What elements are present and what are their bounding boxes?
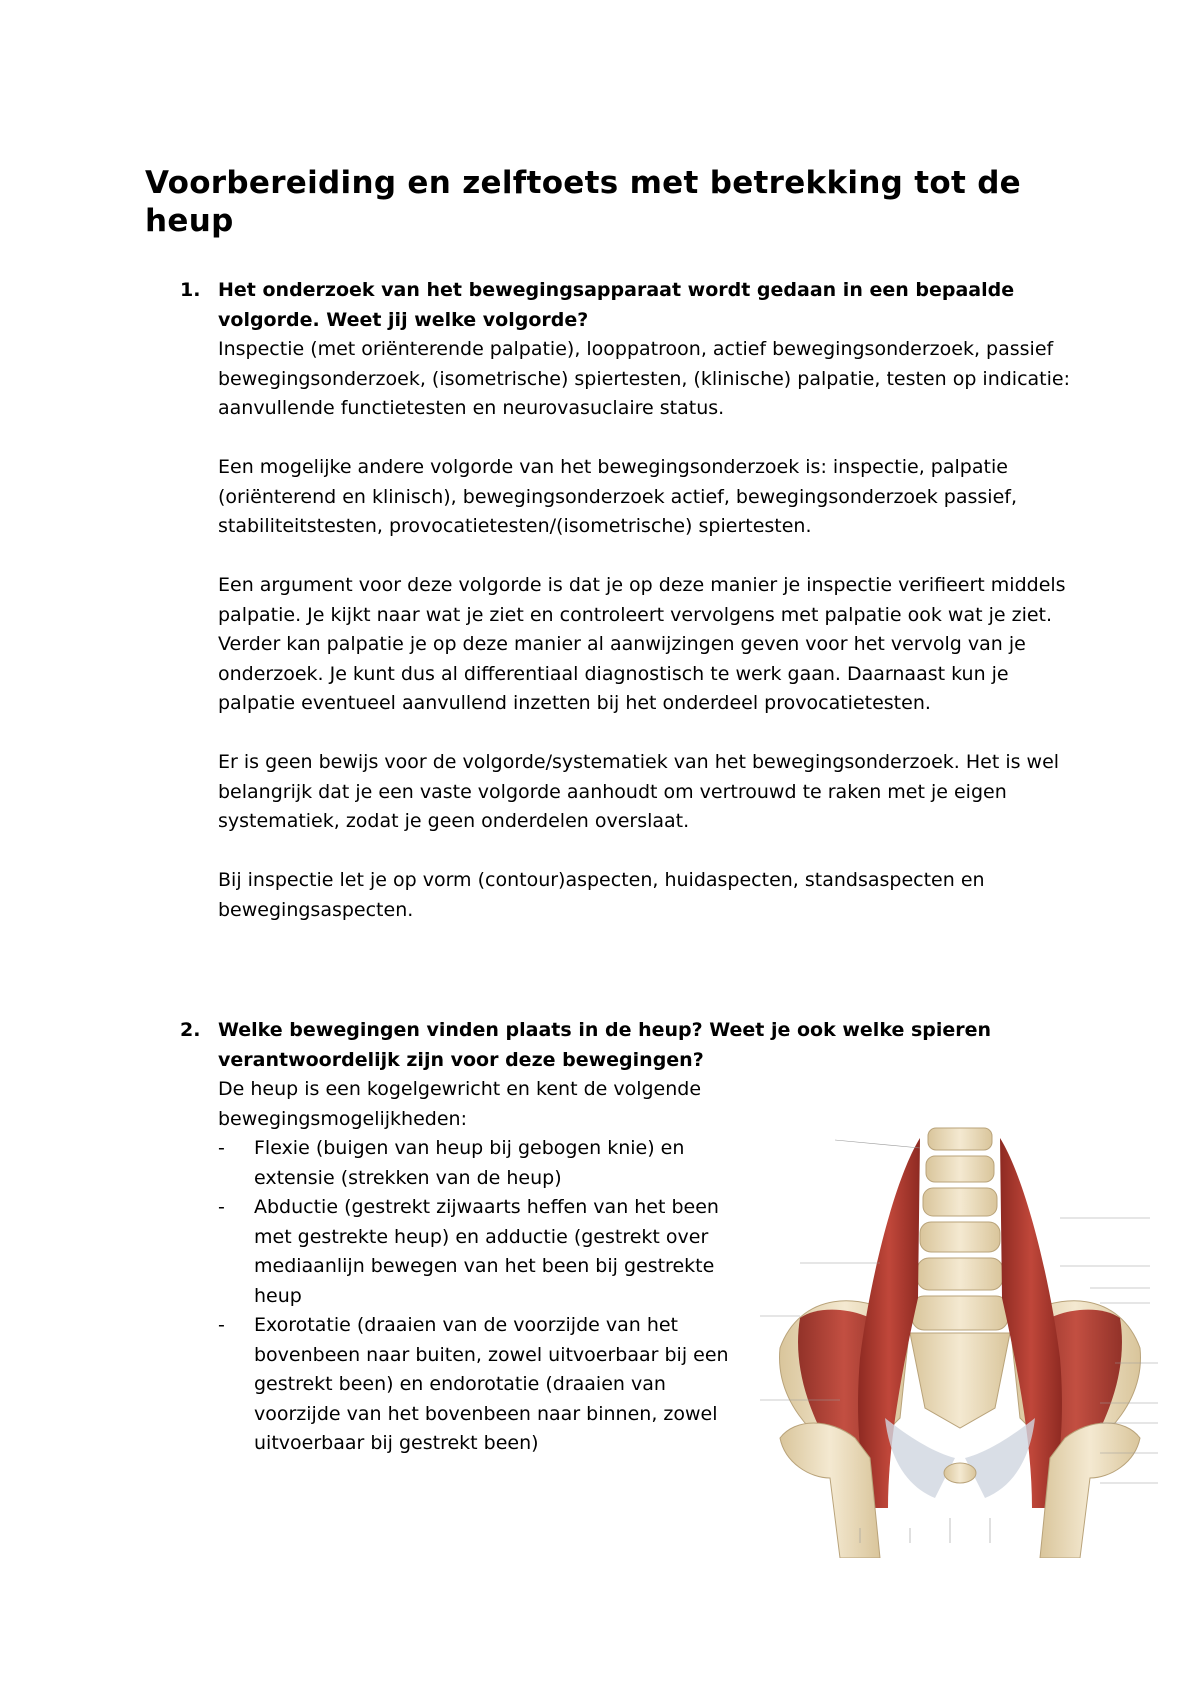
question-2-intro: De heup is een kogelgewricht en kent de volgende bewegingsmogelijkheden: bbox=[218, 1078, 702, 1130]
list-item bbox=[218, 1311, 738, 1459]
question-1 bbox=[180, 276, 1080, 925]
question-1-body bbox=[218, 276, 1080, 925]
list-item-text: Flexie (buigen van heup bij gebogen knie) en extensie (strekken van de heup) bbox=[254, 1137, 685, 1189]
femurs bbox=[780, 1423, 1140, 1558]
list-item-text: Exorotatie (draaien van de voorzijde van het bovenbeen naar buiten, zowel uitvoerbaar bij een gestrekt been) en endorotatie (draaien van voorzijde van het bovenbeen naar binnen, zowel uitvoerbaar bij gestrekt been) bbox=[254, 1314, 729, 1454]
list-item bbox=[218, 1193, 738, 1311]
question-1-paragraph-5: Bij inspectie let je op vorm (contour)aspecten, huidaspecten, standsaspecten en bewegingsaspecten. bbox=[218, 869, 985, 921]
ligaments bbox=[885, 1418, 1035, 1498]
movement-list bbox=[218, 1134, 738, 1459]
bullet-dash: - bbox=[218, 1137, 225, 1159]
hip-anatomy-illustration-icon bbox=[760, 1118, 1160, 1558]
bullet-dash: - bbox=[218, 1196, 225, 1218]
question-2-text: Welke bewegingen vinden plaats in de heup? Weet je ook welke spieren verantwoordelijk zijn voor deze bewegingen? bbox=[218, 1019, 992, 1071]
hip-anatomy-svg bbox=[760, 1118, 1160, 1558]
question-1-number: 1. bbox=[180, 279, 201, 301]
spine-vertebrae bbox=[912, 1128, 1008, 1330]
list-item bbox=[218, 1134, 738, 1193]
question-1-text: Het onderzoek van het bewegingsapparaat wordt gedaan in een bepaalde volgorde. Weet jij welke volgorde? bbox=[218, 279, 1015, 331]
question-1-paragraph-4: Er is geen bewijs voor de volgorde/systematiek van het bewegingsonderzoek. Het is wel belangrijk dat je een vaste volgorde aanhoudt om vertrouwd te raken met je eigen systematiek, zodat je geen onderdelen overslaat. bbox=[218, 751, 1060, 832]
question-1-paragraph-2: Een mogelijke andere volgorde van het bewegingsonderzoek is: inspectie, palpatie (oriënterend en klinisch), bewegingsonderzoek actief, bewegingsonderzoek passief, stabiliteitstesten, provocatietesten/(isometrische) spiertesten. bbox=[218, 456, 1017, 537]
bullet-dash: - bbox=[218, 1314, 225, 1336]
question-1-paragraph-3: Een argument voor deze volgorde is dat je op deze manier je inspectie verifieert middels palpatie. Je kijkt naar wat je ziet en controleert vervolgens met palpatie ook wat je ziet. Verder kan palpatie je op deze manier al aanwijzingen geven voor het vervolg van je onderzoek. Je kunt dus al differentiaal diagnostisch te werk gaan. Daarnaast kun je palpatie eventueel aanvullend inzetten bij het onderdeel provocatietesten. bbox=[218, 574, 1066, 714]
question-1-answer: Inspectie (met oriënterende palpatie), looppatroon, actief bewegingsonderzoek, passief bewegingsonderzoek, (isometrische) spiertesten, (klinische) palpatie, testen op indicatie: aanvullende functietesten en neurovasuclaire status. bbox=[218, 338, 1070, 419]
question-2-number: 2. bbox=[180, 1019, 201, 1041]
document-title: Voorbereiding en zelftoets met betrekking tot de heup bbox=[145, 165, 1022, 239]
list-item-text: Abductie (gestrekt zijwaarts heffen van het been met gestrekte heup) en adductie (gestrekt over mediaanlijn bewegen van het been bij gestrekte heup bbox=[254, 1196, 719, 1307]
